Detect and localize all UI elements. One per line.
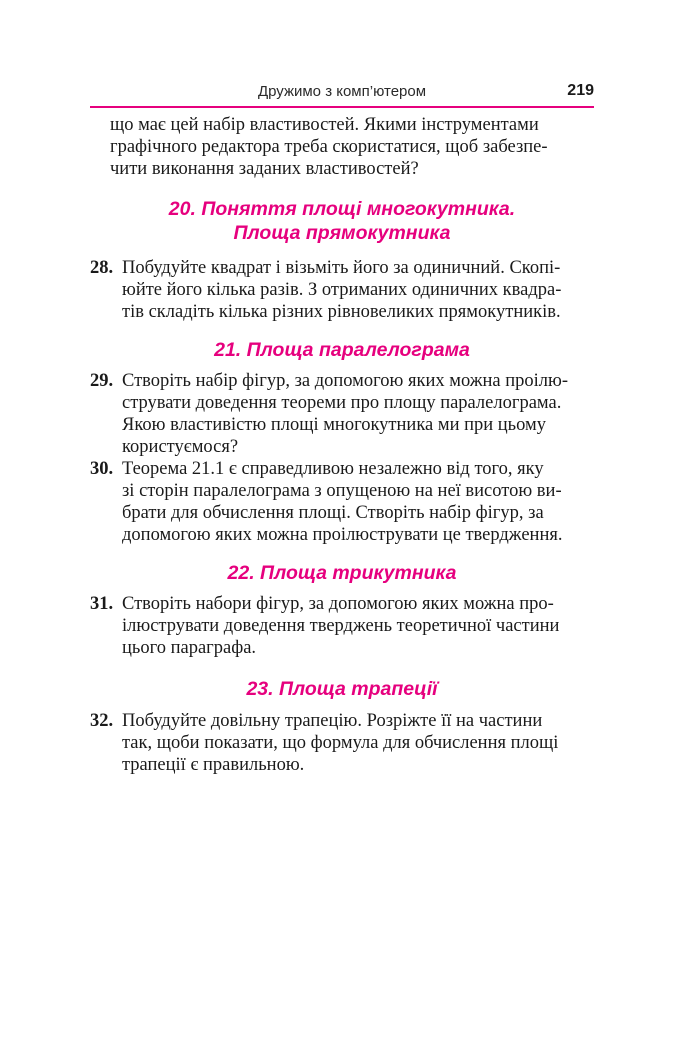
exercise-31 [90, 593, 594, 659]
section-title-line: 20. Поняття площі многокутника. [168, 198, 516, 220]
section-title-line: 21. Площа паралелограма [214, 339, 470, 361]
text-line: цього параграфа. [122, 638, 257, 658]
text-line: зі сторін паралелограма з опущеною на неї висотою ви- [122, 481, 562, 501]
text-line: Створіть набори фігур, за допомогою яких можна про- [122, 594, 554, 614]
text-line: Якою властивістю площі многокутника ми при цьому [122, 415, 546, 435]
text-line: чити виконання заданих властивостей? [110, 159, 419, 179]
section-title-line: 23. Площа трапеції [246, 678, 438, 700]
text-line: Теорема 21.1 є справедливою незалежно від того, яку [122, 459, 544, 479]
exercise-number: 30. [90, 459, 114, 479]
text-line: що має цей набір властивостей. Якими інструментами [110, 115, 539, 135]
exercise-text [122, 257, 594, 323]
exercise-number: 31. [90, 594, 114, 614]
page-number: 219 [567, 82, 594, 99]
text-line: брати для обчислення площі. Створіть набір фігур, за [122, 503, 544, 523]
exercise-number: 32. [90, 711, 114, 731]
text-line: Побудуйте довільну трапецію. Розріжте її на частини [122, 711, 543, 731]
section-title-line: 22. Площа трикутника [227, 562, 457, 584]
exercise-30 [90, 458, 594, 546]
exercise-text [122, 370, 594, 458]
exercise-29 [90, 370, 594, 458]
exercise-number: 28. [90, 258, 114, 278]
exercise-number: 29. [90, 371, 114, 391]
section-title-21 [90, 338, 594, 362]
section-title-22 [90, 561, 594, 585]
running-title: Дружимо з комп’ютером [257, 83, 427, 100]
page-content [90, 114, 594, 776]
text-line: юйте його кілька разів. З отриманих одиничних квадра- [122, 280, 562, 300]
exercise-28 [90, 257, 594, 323]
text-line: ілюструвати доведення тверджень теоретичної частини [122, 616, 560, 636]
intro-paragraph [90, 114, 594, 180]
text-line: графічного редактора треба скористатися, щоб забезпе- [110, 137, 548, 157]
text-line: Побудуйте квадрат і візьміть його за одиничний. Скопі- [122, 258, 561, 278]
text-line: Створіть набір фігур, за допомогою яких можна проілю- [122, 371, 569, 391]
section-title-23 [90, 677, 594, 701]
exercise-text [122, 593, 594, 659]
text-line: тів складіть кілька різних рівновеликих прямокутників. [122, 302, 561, 322]
text-line: допомогою яких можна проілюструвати це твердження. [122, 525, 563, 545]
section-title-line: Площа прямокутника [233, 222, 451, 244]
text-line: так, щоби показати, що формула для обчислення площі [122, 733, 559, 753]
text-line: струвати доведення теореми про площу паралелограма. [122, 393, 562, 413]
exercise-text [122, 458, 594, 546]
text-line: трапеції є правильною. [122, 755, 305, 775]
exercise-32 [90, 710, 594, 776]
page-header [90, 82, 594, 106]
text-line: користуємося? [122, 437, 239, 457]
section-title-20 [90, 197, 594, 245]
exercise-text [122, 710, 594, 776]
header-divider [90, 106, 594, 108]
